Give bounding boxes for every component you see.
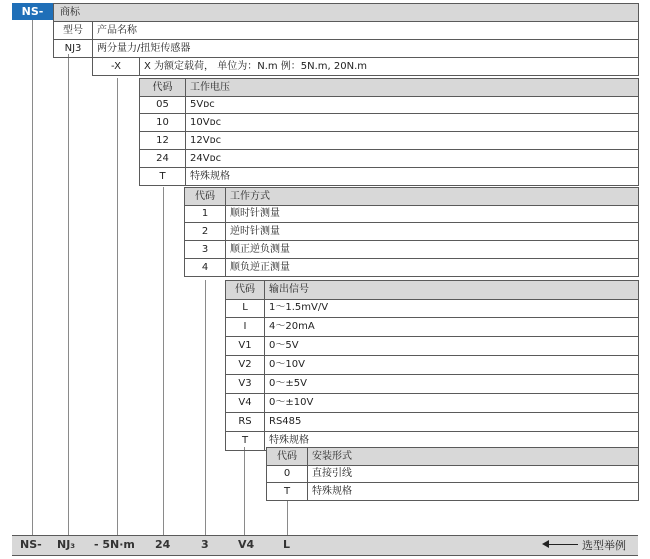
connector-line [32, 20, 33, 535]
table-row [184, 241, 639, 259]
row-code: T [226, 432, 265, 450]
row-desc: 逆时针测量 [230, 226, 280, 237]
table-header-code: 代码 [185, 188, 226, 205]
example-part-signal: V4 [238, 538, 255, 551]
table-row [225, 356, 639, 375]
row-code: 1 [185, 205, 226, 222]
table-row [266, 483, 639, 501]
connector-line [244, 447, 245, 535]
row-code: RS [226, 413, 265, 431]
header-row-code: NJ3 [54, 40, 93, 57]
row-desc: 0～10V [269, 359, 305, 370]
table-row [184, 223, 639, 241]
connector-line [163, 187, 164, 535]
brand-badge: NS- [12, 3, 53, 20]
table-header-desc: 工作电压 [190, 82, 230, 93]
table-header [225, 280, 639, 300]
border-line [53, 3, 54, 58]
row-desc: 顺负逆正测量 [230, 262, 290, 273]
header-row-load [92, 58, 639, 76]
row-code: 2 [185, 223, 226, 240]
table-row [225, 299, 639, 318]
table-row [139, 132, 639, 150]
table-row [139, 96, 639, 114]
row-desc: 10Vᴅᴄ [190, 117, 222, 128]
row-code: 3 [185, 241, 226, 258]
connector-line [68, 54, 69, 535]
row-code: 4 [185, 259, 226, 276]
arrow-shaft [548, 544, 578, 545]
example-part-load: - 5N·m [94, 538, 135, 551]
row-code: 12 [140, 132, 186, 149]
row-code: T [140, 168, 186, 185]
row-code: V2 [226, 356, 265, 374]
row-desc: 12Vᴅᴄ [190, 135, 222, 146]
table-header-desc: 安装形式 [312, 451, 352, 462]
table-header-desc: 工作方式 [230, 191, 270, 202]
example-label: 选型举例 [582, 539, 626, 552]
row-code: 05 [140, 96, 186, 113]
connector-line [205, 280, 206, 535]
row-code: 24 [140, 150, 186, 167]
example-part-voltage: 24 [155, 538, 171, 551]
table-header [139, 78, 639, 97]
table-header [266, 447, 639, 466]
connector-line [287, 500, 288, 535]
row-desc: 特殊规格 [190, 171, 230, 182]
row-code: T [267, 483, 308, 500]
table-row [184, 205, 639, 223]
table-header-code: 代码 [140, 79, 186, 96]
row-code: 0 [267, 465, 308, 482]
row-code: V4 [226, 394, 265, 412]
table-header-desc: 输出信号 [269, 284, 309, 295]
row-desc: 1～1.5mV/V [269, 302, 329, 313]
table-row [184, 259, 639, 277]
header-row-brand [53, 3, 639, 22]
row-code: 10 [140, 114, 186, 131]
row-desc: 5Vᴅᴄ [190, 99, 215, 110]
table-row [139, 114, 639, 132]
example-part-brand: NS- [20, 538, 42, 551]
header-row-code: -X [93, 58, 140, 75]
header-row-model [53, 22, 639, 40]
table-row [139, 150, 639, 168]
table-row [225, 375, 639, 394]
header-row-desc: 两分量力/扭矩传感器 [97, 43, 191, 54]
header-row-desc: 商标 [60, 7, 80, 18]
row-code: V3 [226, 375, 265, 393]
row-desc: 0～±5V [269, 378, 307, 389]
header-row-desc: X 为额定载荷， 单位为：N.m 例：5N.m, 20N.m [144, 61, 368, 72]
header-row-code: 型号 [54, 22, 93, 39]
row-code: I [226, 318, 265, 336]
table-row [225, 394, 639, 413]
connector-line [117, 78, 118, 535]
table-row [266, 465, 639, 483]
row-code: V1 [226, 337, 265, 355]
row-desc: 0～5V [269, 340, 299, 351]
row-desc: 4～20mA [269, 321, 315, 332]
row-desc: 顺时针测量 [230, 208, 280, 219]
table-header-code: 代码 [267, 448, 308, 465]
table-header-code: 代码 [226, 281, 265, 299]
row-desc: 特殊规格 [312, 486, 352, 497]
row-desc: RS485 [269, 416, 302, 427]
row-desc: 顺正逆负测量 [230, 244, 290, 255]
table-row [225, 337, 639, 356]
example-part-model: NJ₃ [57, 538, 76, 551]
row-code: L [226, 299, 265, 317]
row-desc: 特殊规格 [269, 435, 309, 446]
example-part-mount: L [283, 538, 291, 551]
header-row-product [53, 40, 639, 58]
row-desc: 0～±10V [269, 397, 314, 408]
table-row [225, 413, 639, 432]
table-row [225, 318, 639, 337]
header-row-desc: 产品名称 [97, 25, 137, 36]
table-header [184, 187, 639, 206]
table-row [139, 168, 639, 186]
row-desc: 直接引线 [312, 468, 352, 479]
row-desc: 24Vᴅᴄ [190, 153, 222, 164]
example-part-mode: 3 [201, 538, 209, 551]
